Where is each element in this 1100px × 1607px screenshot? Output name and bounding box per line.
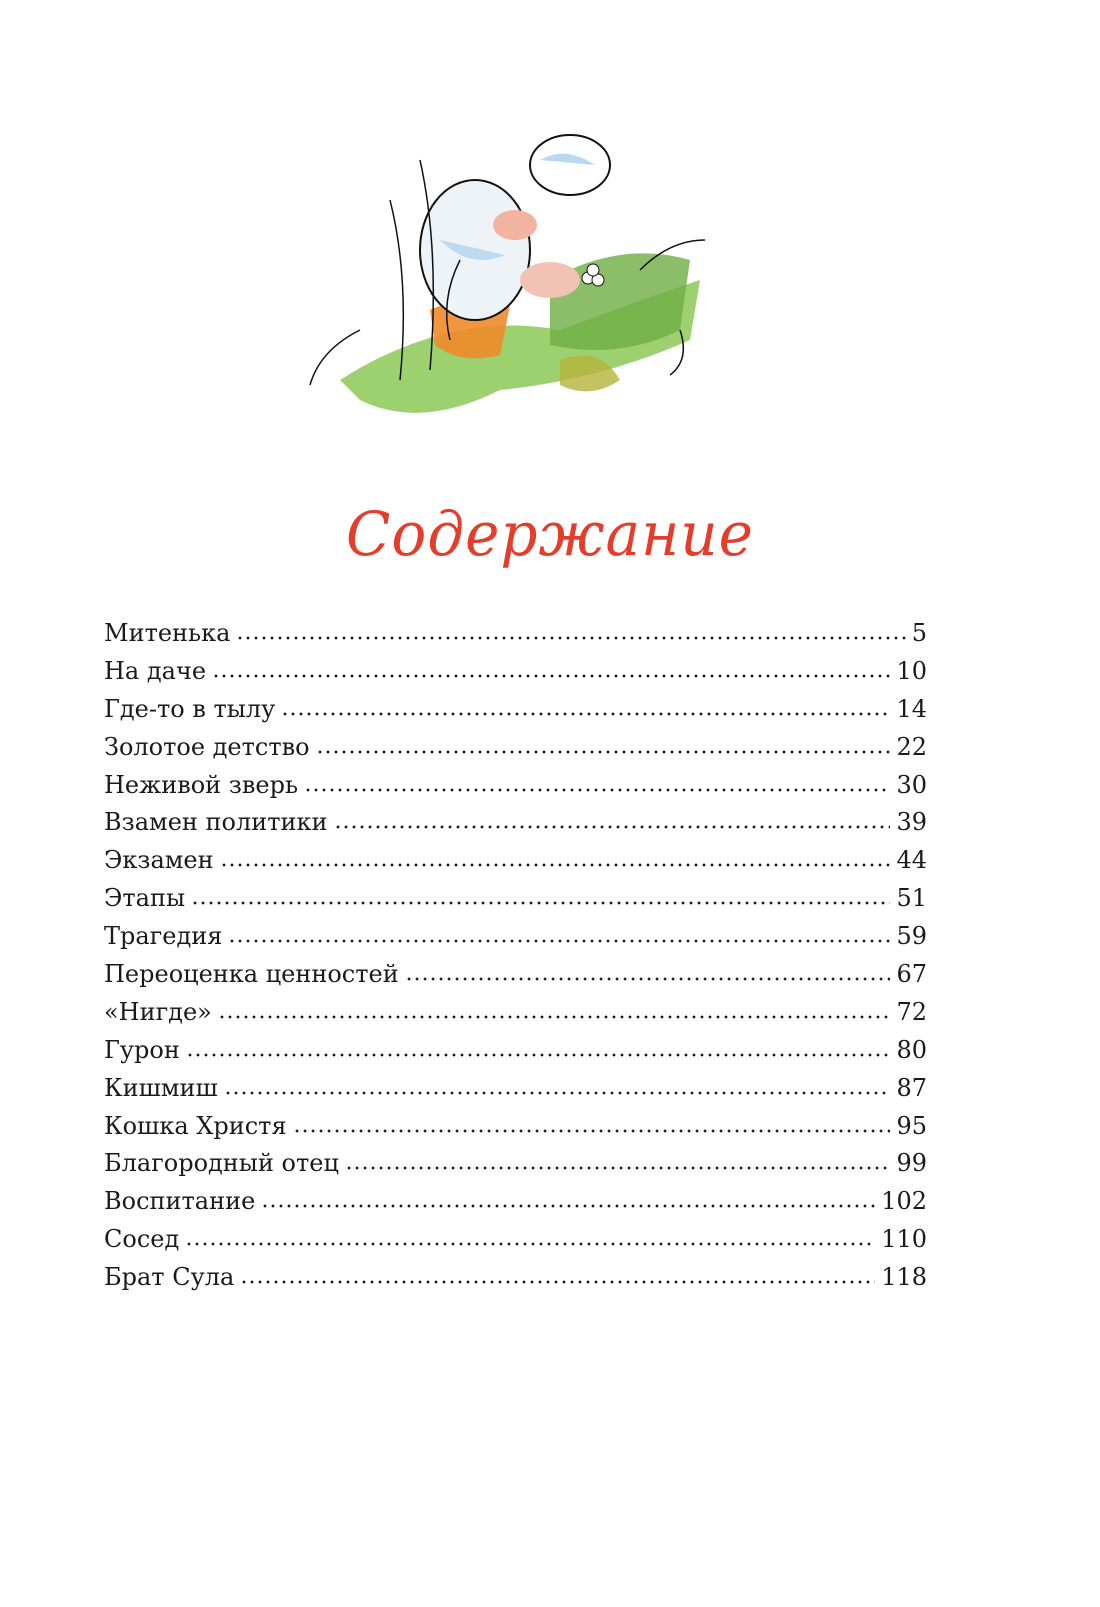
toc-entry-page: 44 (896, 846, 927, 875)
toc-entry-title: Экзамен (104, 846, 214, 875)
dot-leader (185, 1242, 875, 1246)
toc-entry[interactable] (104, 922, 927, 960)
toc-entry[interactable] (104, 1187, 927, 1225)
toc-entry-title: Трагедия (104, 922, 223, 951)
dot-leader (304, 788, 890, 792)
dot-leader (220, 863, 891, 867)
toc-entry[interactable] (104, 1225, 927, 1263)
toc-entry-page: 80 (896, 1035, 927, 1064)
toc-entry[interactable] (104, 657, 927, 695)
toc-entry-page: 59 (896, 922, 927, 951)
toc-entry[interactable] (104, 695, 927, 733)
toc-entry-title: Переоценка ценностей (104, 960, 399, 989)
toc-entry-page: 22 (896, 732, 927, 761)
toc-entry-title: «Нигде» (104, 997, 212, 1026)
toc-entry-title: Кишмиш (104, 1073, 218, 1102)
toc-entry-title: Воспитание (104, 1187, 256, 1216)
dot-leader (228, 939, 890, 943)
toc-entry-title: Сосед (104, 1225, 180, 1254)
dot-leader (316, 750, 891, 754)
dot-leader (224, 1091, 891, 1095)
toc-entry-title: Митенька (104, 619, 231, 647)
dot-leader (212, 674, 890, 678)
toc-entry-title: Гурон (104, 1035, 180, 1064)
toc-entry-page: 72 (896, 997, 927, 1026)
toc-entry[interactable] (104, 1149, 927, 1187)
toc-entry-title: Где-то в тылу (104, 694, 276, 723)
toc-entry-title: Брат Сула (104, 1263, 235, 1292)
toc-entry-page: 14 (896, 694, 927, 723)
toc-entry-page: 51 (896, 884, 927, 913)
toc-entry-page: 95 (896, 1111, 927, 1140)
toc-entry[interactable] (104, 846, 927, 884)
toc-entry-page: 67 (896, 960, 927, 989)
toc-entry-title: На даче (104, 656, 207, 685)
toc-entry-title: Неживой зверь (104, 770, 299, 799)
toc-entry-title: Золотое детство (104, 732, 310, 761)
dot-leader (218, 1015, 891, 1019)
toc-entry-title: Этапы (104, 884, 186, 913)
dot-leader (293, 1129, 891, 1133)
toc-entry-page: 99 (896, 1149, 927, 1178)
toc-entry-page: 110 (881, 1225, 927, 1254)
toc-entry[interactable] (104, 808, 927, 846)
toc-entry-page: 87 (896, 1073, 927, 1102)
dot-leader (334, 825, 891, 829)
dot-leader (281, 712, 890, 716)
table-of-contents (104, 619, 927, 1301)
toc-entry[interactable] (104, 884, 927, 922)
toc-entry-page: 102 (881, 1187, 927, 1216)
toc-entry-title: Кошка Христя (104, 1111, 287, 1140)
toc-entry[interactable] (104, 1074, 927, 1112)
toc-entry[interactable] (104, 1112, 927, 1150)
toc-entry[interactable] (104, 619, 927, 657)
toc-entry[interactable] (104, 1263, 927, 1301)
toc-entry-page: 39 (896, 808, 927, 837)
dot-leader (261, 1204, 875, 1208)
dot-leader (186, 1053, 891, 1057)
toc-entry[interactable] (104, 733, 927, 771)
toc-entry[interactable] (104, 998, 927, 1036)
toc-entry-page: 5 (911, 619, 927, 647)
dot-leader (405, 977, 891, 981)
dot-leader (191, 901, 890, 905)
toc-entry-title: Благородный отец (104, 1149, 339, 1178)
toc-entry-page: 118 (881, 1263, 927, 1292)
page-title: Содержание (346, 498, 754, 570)
toc-entry-title: Взамен политики (104, 808, 328, 837)
toc-entry-page: 10 (896, 656, 927, 685)
toc-entry[interactable] (104, 1036, 927, 1074)
toc-entry-page: 30 (896, 770, 927, 799)
toc-entry[interactable] (104, 960, 927, 998)
dot-leader (240, 1280, 875, 1284)
dot-leader (236, 636, 905, 640)
dot-leader (345, 1166, 891, 1170)
toc-entry[interactable] (104, 771, 927, 809)
illustration-child-in-grass (300, 130, 720, 450)
